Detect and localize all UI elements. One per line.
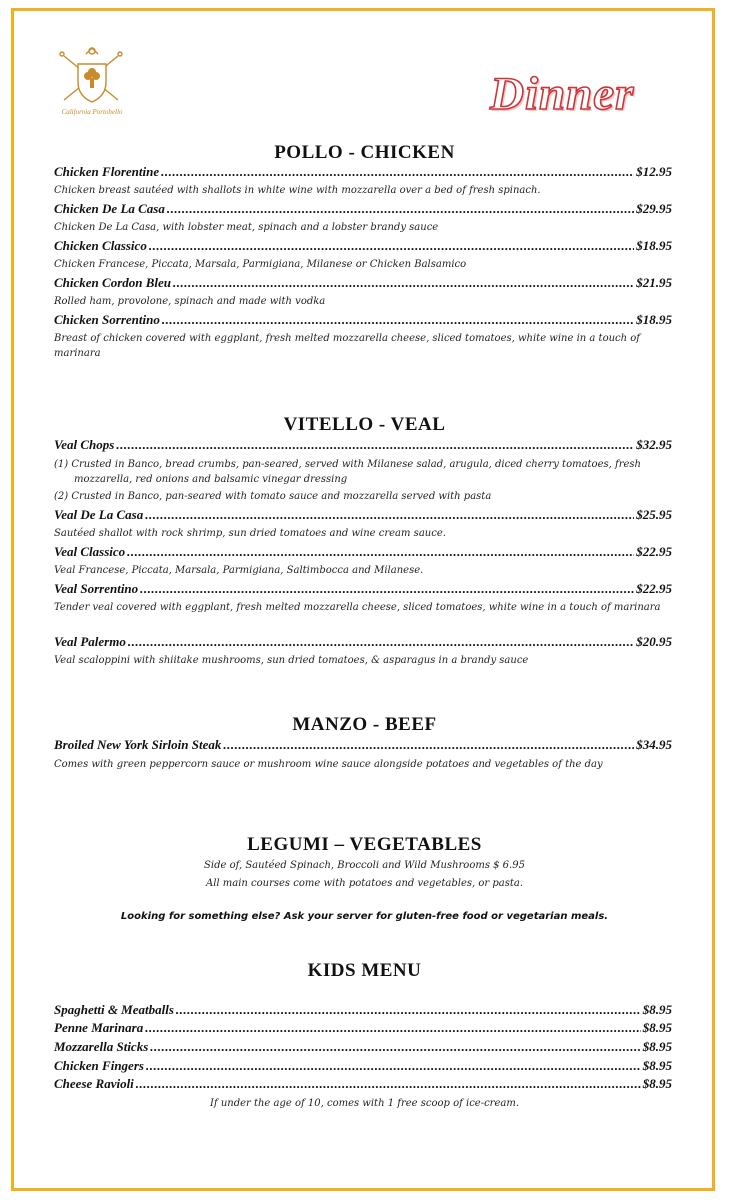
dot-leader bbox=[176, 1002, 641, 1018]
dot-leader bbox=[116, 437, 634, 453]
item-price: $18.95 bbox=[636, 312, 672, 327]
item-price: $22.95 bbox=[636, 581, 672, 596]
menu-item bbox=[54, 1020, 672, 1037]
dot-leader bbox=[128, 634, 634, 650]
menu-item bbox=[54, 1002, 672, 1019]
menu-item bbox=[54, 507, 672, 524]
menu-item bbox=[54, 238, 672, 255]
item-name: Veal Sorrentino bbox=[54, 581, 139, 596]
menu-item bbox=[54, 1039, 672, 1056]
item-description: Rolled ham, provolone, spinach and made with vodka bbox=[54, 296, 326, 307]
dot-leader bbox=[173, 275, 634, 291]
main-course-note: All main courses come with potatoes and vegetables, or pasta. bbox=[205, 878, 524, 889]
item-description: (1) Crusted in Banco, bread crumbs, pan-seared, served with Milanese salad, arugula, diced cherry tomatoes, fresh mozzarella, red onions and balsamic vinegar dressing bbox=[54, 459, 641, 485]
item-description: Chicken De La Casa, with lobster meat, spinach and a lobster brandy sauce bbox=[54, 222, 439, 233]
dot-leader bbox=[161, 164, 634, 180]
logo-text: California Portobello bbox=[61, 108, 123, 116]
special-request-note: Looking for something else? Ask your server for gluten-free food or vegetarian meals. bbox=[120, 911, 609, 922]
item-description: Veal Francese, Piccata, Marsala, Parmigiana, Saltimbocca and Milanese. bbox=[54, 565, 424, 576]
item-name: Chicken Cordon Bleu bbox=[54, 275, 172, 290]
item-price: $18.95 bbox=[636, 238, 672, 253]
item-name: Penne Marinara bbox=[54, 1020, 144, 1035]
item-price: $21.95 bbox=[636, 275, 672, 290]
menu-item bbox=[54, 437, 672, 454]
item-name: Chicken Classico bbox=[54, 238, 147, 253]
vegetable-side-note: Side of, Sautéed Spinach, Broccoli and Wild Mushrooms $ 6.95 bbox=[204, 860, 525, 871]
dot-leader bbox=[167, 201, 634, 217]
item-name: Chicken De La Casa bbox=[54, 201, 165, 216]
item-description: Tender veal covered with eggplant, fresh melted mozzarella cheese, sliced tomatoes, white wine in a touch of marinara bbox=[54, 602, 661, 613]
item-name: Veal Classico bbox=[54, 544, 126, 559]
menu-item bbox=[54, 581, 672, 598]
section-title-beef: MANZO - BEEF bbox=[292, 714, 437, 735]
dot-leader bbox=[145, 507, 634, 523]
dot-leader bbox=[145, 1020, 641, 1036]
item-price: $12.95 bbox=[636, 164, 672, 179]
item-description: Chicken Francese, Piccata, Marsala, Parmigiana, Milanese or Chicken Balsamico bbox=[54, 259, 467, 270]
section-title-vegetables: LEGUMI – VEGETABLES bbox=[247, 834, 482, 855]
menu-item bbox=[54, 1058, 672, 1075]
section-title-chicken: POLLO - CHICKEN bbox=[274, 142, 455, 163]
item-name: Broiled New York Sirloin Steak bbox=[54, 737, 222, 752]
restaurant-logo bbox=[52, 46, 132, 120]
item-price: $22.95 bbox=[636, 544, 672, 559]
dot-leader bbox=[127, 544, 634, 560]
item-description: Comes with green peppercorn sauce or mushroom wine sauce alongside potatoes and vegetables of the day bbox=[54, 759, 603, 770]
dot-leader bbox=[136, 1076, 641, 1092]
dot-leader bbox=[223, 737, 634, 753]
dot-leader bbox=[149, 238, 634, 254]
item-price: $32.95 bbox=[636, 437, 672, 452]
item-name: Veal Chops bbox=[54, 437, 115, 452]
item-description: Breast of chicken covered with eggplant, fresh melted mozzarella cheese, sliced tomatoes, white wine in a touch of marinara bbox=[54, 333, 640, 359]
section-title-veal: VITELLO - VEAL bbox=[283, 414, 446, 435]
menu-item bbox=[54, 544, 672, 561]
item-description: Veal scaloppini with shiitake mushrooms, sun dried tomatoes, & asparagus in a brandy sauce bbox=[54, 655, 529, 666]
item-price: $34.95 bbox=[636, 737, 672, 752]
kids-menu-note: If under the age of 10, comes with 1 free scoop of ice-cream. bbox=[209, 1098, 520, 1109]
item-name: Spaghetti & Meatballs bbox=[54, 1002, 174, 1017]
item-description: (2) Crusted in Banco, pan-seared with tomato sauce and mozzarella served with pasta bbox=[54, 491, 492, 502]
menu-item bbox=[54, 201, 672, 218]
crest-logo-icon bbox=[52, 46, 132, 106]
item-description: Chicken breast sautéed with shallots in white wine with mozzarella over a bed of fresh spinach. bbox=[54, 185, 541, 196]
item-price: $8.95 bbox=[642, 1076, 672, 1091]
item-name: Chicken Fingers bbox=[54, 1058, 144, 1073]
dot-leader bbox=[140, 581, 634, 597]
item-name: Mozzarella Sticks bbox=[54, 1039, 149, 1054]
menu-item bbox=[54, 275, 672, 292]
item-price: $8.95 bbox=[642, 1039, 672, 1054]
menu-item bbox=[54, 634, 672, 651]
item-name: Cheese Ravioli bbox=[54, 1076, 134, 1091]
item-name: Chicken Sorrentino bbox=[54, 312, 160, 327]
item-name: Chicken Florentine bbox=[54, 164, 160, 179]
dot-leader bbox=[146, 1058, 641, 1074]
item-name: Veal Palermo bbox=[54, 634, 126, 649]
section-title-kids: KIDS MENU bbox=[307, 960, 422, 981]
menu-item bbox=[54, 312, 672, 329]
item-description: Sautéed shallot with rock shrimp, sun dried tomatoes and wine cream sauce. bbox=[54, 528, 446, 539]
page-title: Dinner bbox=[490, 68, 635, 120]
item-price: $8.95 bbox=[642, 1002, 672, 1017]
menu-item bbox=[54, 1076, 672, 1093]
menu-item bbox=[54, 164, 672, 181]
item-price: $20.95 bbox=[636, 634, 672, 649]
dot-leader bbox=[162, 312, 634, 328]
menu-item bbox=[54, 737, 672, 754]
item-name: Veal De La Casa bbox=[54, 507, 144, 522]
item-price: $8.95 bbox=[642, 1058, 672, 1073]
item-price: $25.95 bbox=[636, 507, 672, 522]
item-price: $29.95 bbox=[636, 201, 672, 216]
item-price: $8.95 bbox=[642, 1020, 672, 1035]
dot-leader bbox=[150, 1039, 640, 1055]
